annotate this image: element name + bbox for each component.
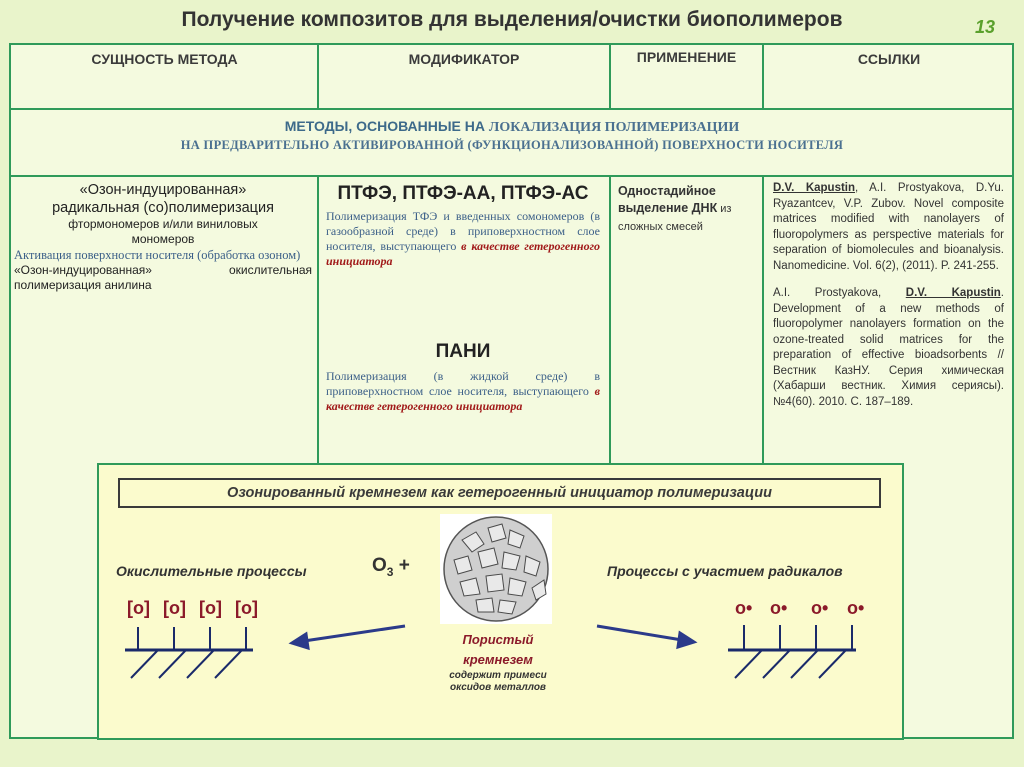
radical-group: o• [770, 598, 788, 618]
header-modifier: МОДИФИКАТОР [408, 51, 520, 67]
scheme-title: Озонированный кремнезем как гетерогенный инициатор полимеризации [118, 478, 881, 508]
left-surface [125, 627, 253, 678]
header-method: СУЩНОСТЬ МЕТОДА [91, 51, 238, 67]
silica-note: содержит примеси оксидов металлов [449, 670, 547, 693]
oxide-group: [o] [163, 598, 186, 618]
method-line: радикальная (со)полимеризация [52, 200, 274, 216]
header-application: ПРИМЕНЕНИЕ [636, 49, 737, 65]
method-line: мономеров [131, 232, 195, 246]
modifier-heading: ПТФЭ, ПТФЭ-АА, ПТФЭ-АС [337, 183, 589, 204]
methods-subheading: НА ПРЕДВАРИТЕЛЬНО АКТИВИРОВАННОЙ (ФУНКЦИОНАЛИЗОВАННОЙ) ПОВЕРХНОСТИ НОСИТЕЛЯ [180, 138, 844, 152]
left-arrow [292, 626, 405, 648]
slide-number: 13 [975, 17, 996, 37]
methods-heading-a: МЕТОДЫ, ОСНОВАННЫЕ НА [284, 118, 489, 134]
radical-group: o• [735, 598, 753, 618]
header-references: ССЫЛКИ [857, 51, 921, 67]
methods-heading-b: ЛОКАЛИЗАЦИЯ ПОЛИМЕРИЗАЦИИ [488, 120, 740, 135]
radical-group: o• [811, 598, 829, 618]
modifier-body: Полимеризация (в жидкой среде) в приповерхностном слое носителя, выступающего в качестве гетерогенного инициатора [326, 369, 600, 413]
method-line: полимеризация анилина [14, 278, 152, 292]
right-arrow [597, 626, 694, 647]
method-line: «Озон-индуцированная» окислительная [14, 263, 312, 277]
ozone-formula: $O_3$ + [372, 555, 410, 579]
radical-label: Процессы с участием радикалов [607, 563, 843, 579]
modifier-heading: ПАНИ [435, 341, 491, 362]
oxide-group: [o] [235, 598, 258, 618]
oxide-group: [o] [199, 598, 222, 618]
method-line: фтормономеров и/или виниловых [68, 217, 258, 231]
porous-silica-image [440, 514, 552, 624]
reference-1: D.V. Kapustin, A.I. Prostyakova, D.Yu. Ryazantcev, V.P. Zubov. Novel composite matrices modified with nanolayers of fluoropolymers as perspective materials for separation of biomolecules and bioanalysis. Nanomedicine. Vol. 6(2), (2011). P. 241-255. [773, 182, 1004, 272]
application-text: Одностадийное выделение ДНК из сложных смесей [618, 184, 732, 233]
radical-group: o• [847, 598, 865, 618]
method-activation: Активация поверхности носителя (обработка озоном) [14, 248, 301, 262]
oxidation-label: Окислительные процессы [116, 563, 307, 579]
right-surface [728, 625, 856, 678]
slide-title: Получение композитов для выделения/очистки биополимеров [181, 8, 843, 31]
reference-2: A.I. Prostyakova, D.V. Kapustin. Development of a new methods of fluoropolymer nanolayers formation on the ozone-treated solid matrices for the preparation of effective bioadsorbents // Вестник КазНУ. Серия химическая (Хабарши вестник. Химия сериясы). №4(60). 2010. С. 187–189. [773, 287, 1004, 408]
modifier-body: Полимеризация ТФЭ и введенных сомономеров (в газообразной среде) в приповерхностном слое носителя, выступающего в качестве гетерогенного инициатора [326, 209, 601, 268]
oxide-group: [o] [127, 598, 150, 618]
method-line: «Озон-индуцированная» [79, 182, 247, 198]
silica-caption: Пористый кремнезем [462, 632, 534, 667]
